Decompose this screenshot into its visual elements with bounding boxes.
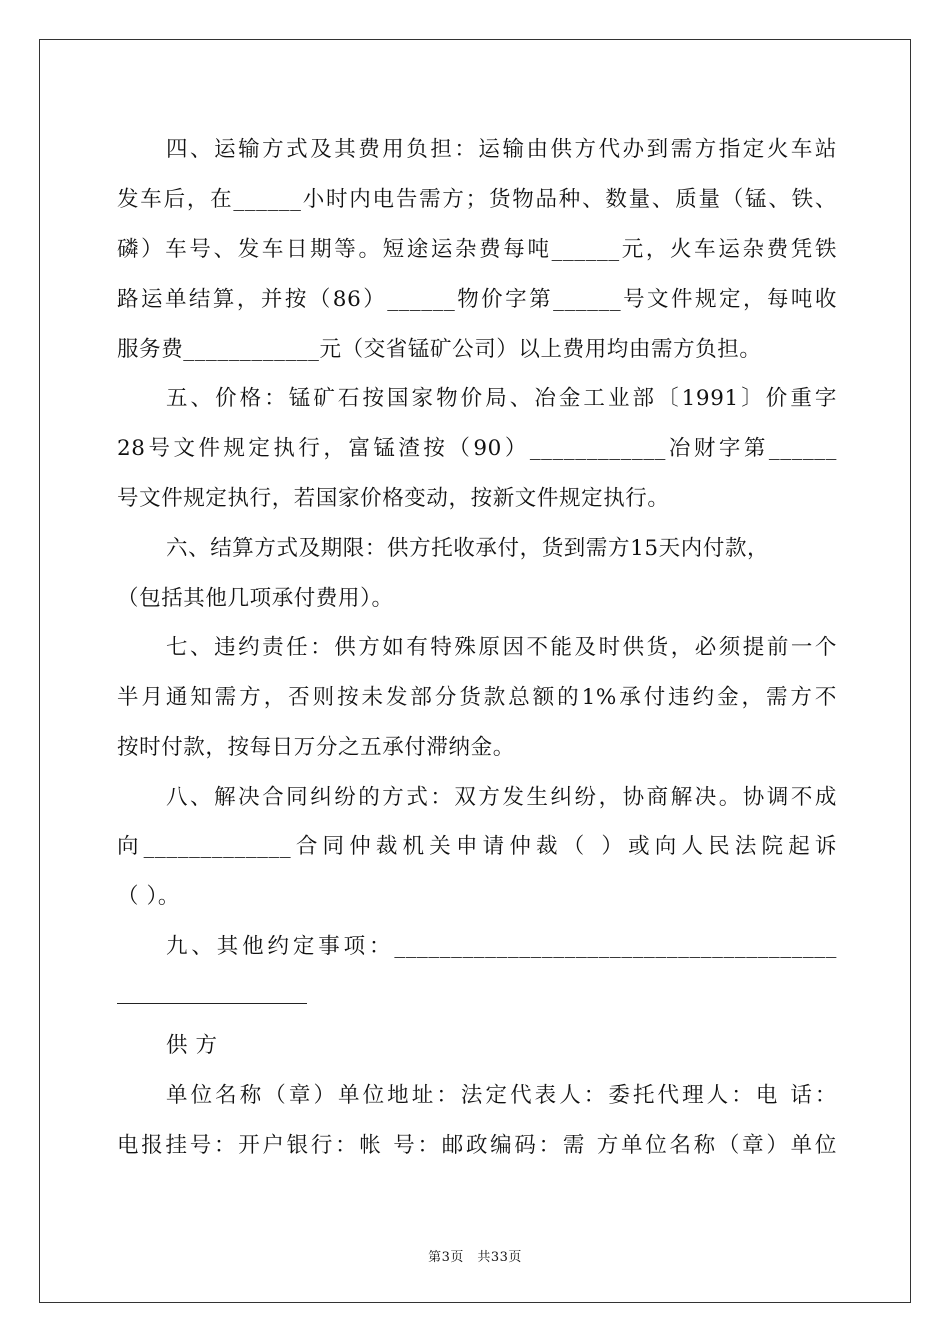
clause-4-line-2: 发车后，在______小时内电告需方；货物品种、数量、质量（锰、铁、 [117, 187, 837, 212]
clause-6-line-1: 六、结算方式及期限：供方托收承付，货到需方15天内付款， [166, 536, 770, 561]
page-number: 第3页 共33页 [428, 1250, 522, 1265]
clause-5-line-2: 28号文件规定执行，富锰渣按（90）____________冶财字第______ [117, 436, 837, 461]
clause-4-line-1: 四、运输方式及其费用负担：运输由供方代办到需方指定火车站 [166, 137, 837, 162]
supplier-heading: 供 方 [166, 1033, 218, 1058]
blank-rule [117, 1003, 307, 1004]
clause-8-line-3: （ ）。 [117, 884, 180, 909]
clause-6-line-2: （包括其他几项承付费用）。 [117, 586, 394, 611]
clause-7-line-2: 半月通知需方，否则按未发部分货款总额的1%承付违约金，需方不 [117, 685, 837, 710]
clause-4-line-4: 路运单结算，并按（86）______物价字第______号文件规定，每吨收 [117, 287, 837, 312]
page-border [39, 39, 911, 1303]
clause-8-line-1: 八、解决合同纠纷的方式：双方发生纠纷，协商解决。协调不成 [166, 785, 837, 810]
clause-4-line-3: 磷）车号、发车日期等。短途运杂费每吨______元，火车运杂费凭铁 [117, 237, 837, 262]
clause-4-line-5: 服务费____________元（交省锰矿公司）以上费用均由需方负担。 [117, 337, 762, 362]
clause-8-line-2: 向_____________合同仲裁机关申请仲裁（ ）或向人民法院起诉 [117, 834, 837, 859]
clause-5-line-1: 五、价格：锰矿石按国家物价局、冶金工业部〔1991〕价重字 [166, 386, 837, 411]
clause-9-line-1: 九、其他约定事项：_______________________________________ [166, 934, 837, 959]
party-info-line-1: 单位名称（章）单位地址：法定代表人：委托代理人：电 话： [166, 1083, 837, 1108]
party-info-line-2: 电报挂号：开户银行：帐 号：邮政编码：需 方单位名称（章）单位 [117, 1133, 837, 1158]
clause-7-line-3: 按时付款，按每日万分之五承付滞纳金。 [117, 735, 515, 760]
clause-5-line-3: 号文件规定执行，若国家价格变动，按新文件规定执行。 [117, 486, 670, 511]
clause-7-line-1: 七、违约责任：供方如有特殊原因不能及时供货，必须提前一个 [166, 635, 837, 660]
